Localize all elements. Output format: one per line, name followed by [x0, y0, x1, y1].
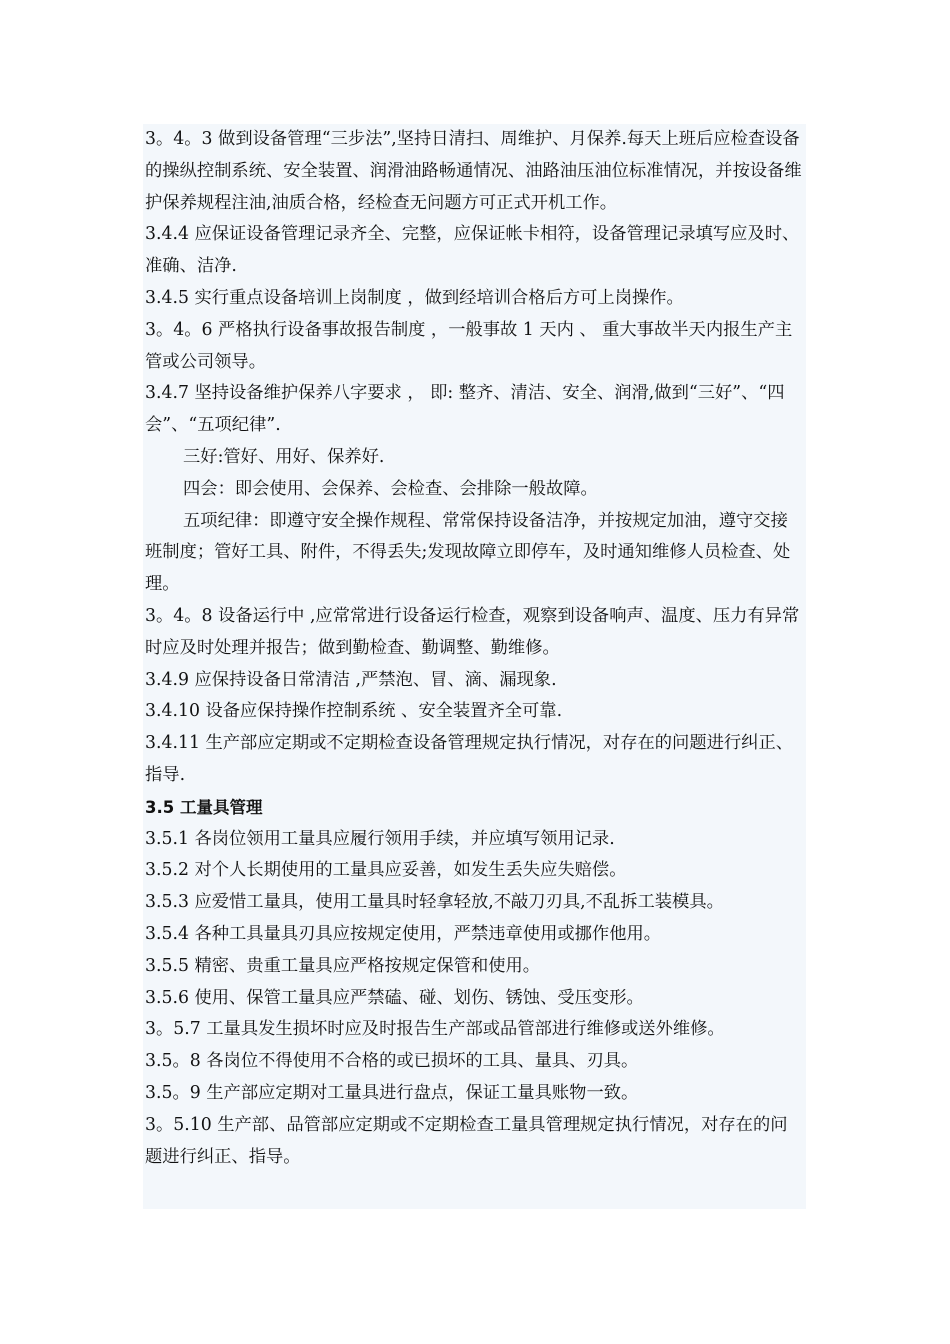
paragraph-3-4-4: 3.4.4 应保证设备管理记录齐全、完整，应保证帐卡相符，设备管理记录填写应及时、准确、洁净. — [145, 224, 800, 277]
paragraph-wu-xiang-ji-lv: 五项纪律：即遵守安全操作规程、常常保持设备洁净，并按规定加油，遵守交接班制度；管好工具、附件，不得丢失;发现故障立即停车，及时通知维修人员检查、处理。 — [145, 510, 791, 595]
paragraph-3-5-5: 3.5.5 精密、贵重工量具应严格按规定保管和使用。 — [145, 955, 541, 976]
paragraph-3-4-5: 3.4.5 实行重点设备培训上岗制度 ，做到经培训合格后方可上岗操作。 — [145, 287, 684, 308]
paragraph-si-hui: 四会：即会使用、会保养、会检查、会排除一般故障。 — [183, 478, 598, 499]
paragraph-3-5-7: 3。5.7 工量具发生损坏时应及时报告生产部或品管部进行维修或送外维修。 — [145, 1019, 725, 1040]
paragraph-3-4-3: 3。4。3 做到设备管理“三步法”,坚持日清扫、周维护、月保养.每天上班后应检查设备的操纵控制系统、安全装置、润滑油路畅通情况、油路油压油位标准情况，并按设备维护保养规程注油,油质合格，经检查无问题方可正式开机工作。 — [145, 129, 802, 213]
paragraph-3-5-3: 3.5.3 应爱惜工量具，使用工量具时轻拿轻放,不敲刀刃具,不乱拆工装模具。 — [145, 892, 724, 913]
paragraph-3-4-11: 3.4.11 生产部应定期或不定期检查设备管理规定执行情况，对存在的问题进行纠正、指导. — [145, 733, 794, 785]
paragraph-3-5-2: 3.5.2 对个人长期使用的工量具应妥善，如发生丢失应失赔偿。 — [145, 860, 627, 881]
paragraph-3-5-9: 3.5。9 生产部应定期对工量具进行盘点，保证工量具账物一致。 — [145, 1082, 639, 1103]
paragraph-3-4-7: 3.4.7 坚持设备维护保养八字要求 ， 即: 整齐、清洁、安全、润滑,做到“三好”、“四会”、“五项纪律”. — [145, 383, 785, 436]
document-body — [143, 124, 806, 1209]
paragraph-3-4-8: 3。4。8 设备运行中 ,应常常进行设备运行检查，观察到设备响声、温度、压力有异常时应及时处理并报告；做到勤检查、勤调整、勤维修。 — [145, 605, 800, 658]
paragraph-san-hao: 三好:管好、用好、保养好. — [183, 446, 385, 467]
paragraph-3-4-10: 3.4.10 设备应保持操作控制系统 、安全装置齐全可靠. — [145, 701, 563, 722]
paragraph-3-5-10: 3。5.10 生产部、品管部应定期或不定期检查工量具管理规定执行情况，对存在的问题进行纠正、指导。 — [145, 1114, 788, 1167]
paragraph-3-4-6: 3。4。6 严格执行设备事故报告制度 ，一般事故 1 天内 、 重大事故半天内报生产主管或公司领导。 — [145, 319, 793, 372]
paragraph-3-4-9: 3.4.9 应保持设备日常清洁 ,严禁泡、冒、滴、漏现象. — [145, 669, 557, 690]
paragraph-3-5-6: 3.5.6 使用、保管工量具应严禁磕、碰、划伤、锈蚀、受压变形。 — [145, 987, 644, 1008]
paragraph-3-5-1: 3.5.1 各岗位领用工量具应履行领用手续，并应填写领用记录. — [145, 828, 615, 849]
paragraph-3-5-8: 3.5。8 各岗位不得使用不合格的或已损坏的工具、量具、刃具。 — [145, 1051, 639, 1072]
section-heading-3-5: 3.5 工量具管理 — [145, 797, 263, 817]
paragraph-3-5-4: 3.5.4 各种工具量具刃具应按规定使用，严禁违章使用或挪作他用。 — [145, 923, 662, 944]
